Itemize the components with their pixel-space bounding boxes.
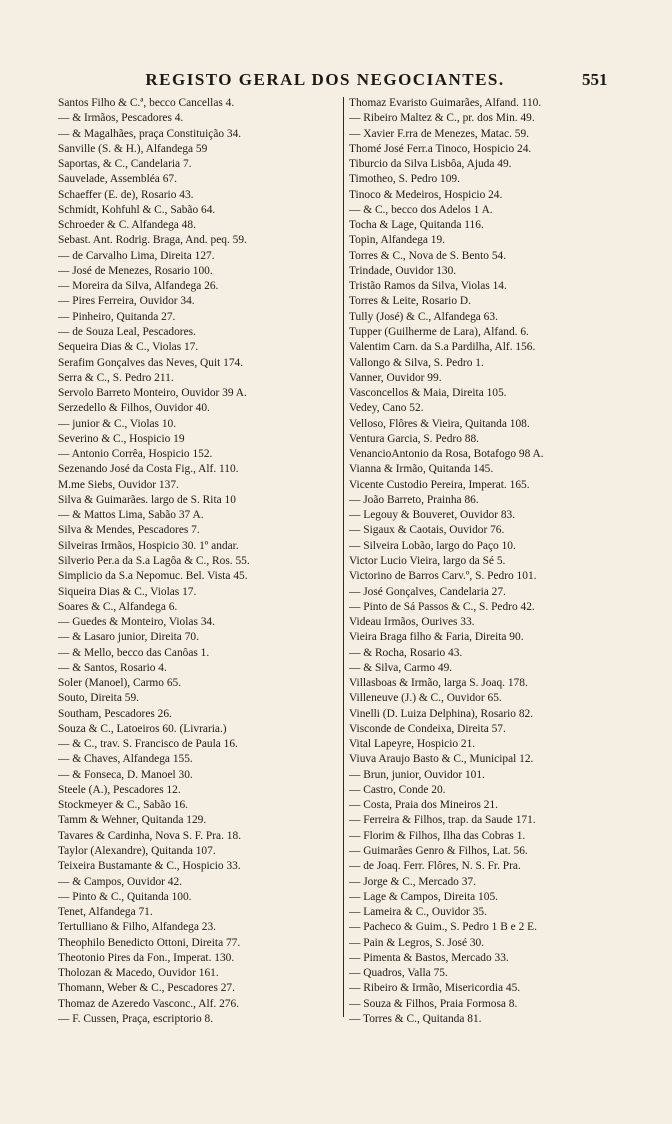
directory-entry: Souto, Direita 59. [58,692,139,705]
directory-entry: Serra & C., S. Pedro 211. [58,371,174,384]
directory-entry: Vallongo & Silva, S. Pedro 1. [349,356,484,369]
directory-entry: Timotheo, S. Pedro 109. [349,173,460,186]
directory-entry: — de Souza Leal, Pescadores. [58,325,196,338]
directory-entry: Soares & C., Alfandega 6. [58,600,178,613]
directory-entry: — & Mello, becco das Canôas 1. [58,646,210,659]
directory-entry: Thomaz Evaristo Guimarães, Alfand. 110. [349,97,542,109]
directory-entry: — Lage & Campos, Direita 105. [349,890,498,903]
page-number: 551 [582,70,608,89]
directory-entry: Silveiras Irmãos, Hospicio 30. 1º andar. [58,539,239,552]
directory-entry: Simplicio da S.a Nepomuc. Bel. Vista 45. [58,570,248,583]
directory-entry: — Pires Ferreira, Ouvidor 34. [58,295,195,308]
directory-entry: — Guimarães Genro & Filhos, Lat. 56. [349,845,528,858]
directory-entry: Tupper (Guilherme de Lara), Alfand. 6. [349,325,529,338]
directory-entry: Soler (Manoel), Carmo 65. [58,677,182,690]
left-column [58,96,348,1027]
directory-entry: Santos Filho & C.ª, becco Cancellas 4. [58,97,235,109]
directory-entry: Ventura Garcia, S. Pedro 88. [349,432,480,445]
directory-entry: Teixeira Bustamante & C., Hospicio 33. [58,860,241,873]
directory-entry: Theophilo Benedicto Ottoni, Direita 77. [58,936,241,949]
directory-entry: Taylor (Alexandre), Quitanda 107. [58,845,216,858]
directory-entry: Viuva Araujo Basto & C., Municipal 12. [349,753,534,766]
directory-entry: — Florim & Filhos, Ilha das Cobras 1. [349,829,526,842]
directory-entry: Torres & Leite, Rosario D. [349,295,471,308]
directory-entry: M.me Siebs, Ouvidor 137. [58,478,179,491]
directory-entry: Velloso, Flôres & Vieira, Quitanda 108. [349,417,530,430]
directory-entry: — Pinto de Sá Passos & C., S. Pedro 42. [349,600,535,613]
directory-entry: Tocha & Lage, Quitanda 116. [349,219,484,232]
directory-entry: — & Mattos Lima, Sabão 37 A. [58,509,204,522]
directory-entry: Saportas, & C., Candelaria 7. [58,158,192,171]
directory-entry: Vinelli (D. Luiza Delphina), Rosario 82. [349,707,534,720]
directory-entry: — Ferreira & Filhos, trap. da Saude 171. [349,814,536,827]
directory-entry: Siqueira Dias & C., Violas 17. [58,585,197,598]
directory-entry: — Costa, Praia dos Mineiros 21. [349,799,499,812]
directory-entry: Tholozan & Macedo, Ouvidor 161. [58,967,219,980]
right-column [349,96,639,1027]
directory-entry: Servolo Barreto Monteiro, Ouvidor 39 A. [58,387,247,400]
directory-entry: Schmidt, Kohfuhl & C., Sabão 64. [58,203,216,216]
directory-entry: Tenet, Alfandega 71. [58,906,153,919]
directory-entry: Schroeder & C. Alfandega 48. [58,219,196,232]
directory-entry: Theotonio Pires da Fon., Imperat. 130. [58,951,235,964]
directory-entry: Vianna & Irmão, Quitanda 145. [349,463,494,476]
directory-entry: — & C., trav. S. Francisco de Paula 16. [58,738,238,751]
directory-entry: — Pain & Legros, S. José 30. [349,936,485,949]
directory-entry: Vital Lapeyre, Hospicio 21. [349,738,476,751]
directory-entry: — Castro, Conde 20. [349,783,446,796]
directory-entry: — Ribeiro Maltez & C., pr. dos Min. 49. [349,112,535,125]
directory-entry: — Pacheco & Guim., S. Pedro 1 B e 2 E. [349,921,537,934]
directory-entry: — Torres & C., Quitanda 81. [349,1012,482,1025]
directory-entry: Sanville (S. & H.), Alfandega 59 [58,142,208,155]
directory-entry: Victorino de Barros Carv.º, S. Pedro 101. [349,570,537,583]
directory-entry: — F. Cussen, Praça, escriptorio 8. [58,1012,214,1025]
directory-entry: — & C., becco dos Adelos 1 A. [349,203,493,216]
directory-entry: Tiburcio da Silva Lisbôa, Ajuda 49. [349,158,512,171]
directory-entry: Torres & C., Nova de S. Bento 54. [349,249,507,262]
directory-entry: — Ribeiro & Irmão, Misericordia 45. [349,982,521,995]
directory-entry: Tinoco & Medeiros, Hospicio 24. [349,188,503,201]
directory-entry: Visconde de Condeixa, Direita 57. [349,722,506,735]
directory-entry: — & Magalhães, praça Constituição 34. [58,127,242,140]
directory-entry: — Guedes & Monteiro, Violas 34. [58,616,215,629]
directory-entry: — & Silva, Carmo 49. [349,661,453,674]
directory-entry: — & Lasaro junior, Direita 70. [58,631,199,644]
directory-entry: Thomaz de Azeredo Vasconc., Alf. 276. [58,997,240,1010]
directory-entry: Tavares & Cardinha, Nova S. F. Pra. 18. [58,829,242,842]
directory-entry: Vieira Braga filho & Faria, Direita 90. [349,631,524,644]
directory-entry: — junior & C., Violas 10. [58,417,177,430]
directory-entry: — Jorge & C., Mercado 37. [349,875,476,888]
directory-entry: Vasconcellos & Maia, Direita 105. [349,387,507,400]
directory-entry: Sequeira Dias & C., Violas 17. [58,341,199,354]
directory-entry: VenancioAntonio da Rosa, Botafogo 98 A. [349,448,544,461]
directory-entry: — Lameira & C., Ouvidor 35. [349,906,487,919]
directory-entry: Serafim Gonçalves das Neves, Quit 174. [58,356,244,369]
directory-entry: Tully (José) & C., Alfandega 63. [349,310,498,323]
directory-entry: — de Joaq. Ferr. Flôres, N. S. Fr. Pra. [349,860,521,873]
directory-entry: Vanner, Ouvidor 99. [349,371,442,384]
directory-entry: — João Barreto, Prainha 86. [349,493,479,506]
directory-entry: — José Gonçalves, Candelaria 27. [349,585,506,598]
directory-entry: — Moreira da Silva, Alfandega 26. [58,280,219,293]
directory-entry: — Sigaux & Caotais, Ouvidor 76. [349,524,505,537]
directory-entry: Sauvelade, Assembléa 67. [58,173,177,186]
directory-entry: — & Chaves, Alfandega 155. [58,753,193,766]
directory-entry: Videau Irmãos, Ourives 33. [349,616,475,629]
directory-entry: Silverio Per.a da S.a Lagôa & C., Ros. 55. [58,554,250,567]
directory-entry: Topin, Alfandega 19. [349,234,446,247]
directory-entry: — José de Menezes, Rosario 100. [58,264,213,277]
directory-entry: Tertulliano & Filho, Alfandega 23. [58,921,217,934]
directory-entry: — & Fonseca, D. Manoel 30. [58,768,193,781]
directory-entry: — & Irmãos, Pescadores 4. [58,112,184,125]
directory-entry: Silva & Mendes, Pescadores 7. [58,524,200,537]
directory-entry: — Xavier F.rra de Menezes, Matac. 59. [349,127,530,140]
directory-entry: Severino & C., Hospicio 19 [58,432,185,445]
directory-entry: — de Carvalho Lima, Direita 127. [58,249,215,262]
directory-entry: Tristão Ramos da Silva, Violas 14. [349,280,507,293]
directory-entry: Vedey, Cano 52. [349,402,424,415]
directory-entry: — Antonio Corrêa, Hospicio 152. [58,448,213,461]
directory-entry: — & Santos, Rosario 4. [58,661,167,674]
directory-entry: Sezenando José da Costa Fig., Alf. 110. [58,463,239,476]
directory-entry: Trindade, Ouvidor 130. [349,264,457,277]
directory-entry: — Legouy & Bouveret, Ouvidor 83. [349,509,516,522]
directory-entry: Villeneuve (J.) & C., Ouvidor 65. [349,692,502,705]
directory-entry: Villasboas & Irmão, larga S. Joaq. 178. [349,677,528,690]
directory-entry: — Souza & Filhos, Praia Formosa 8. [349,997,518,1010]
directory-entry: Stockmeyer & C., Sabão 16. [58,799,189,812]
directory-entry: Tamm & Wehner, Quitanda 129. [58,814,207,827]
directory-entry: Victor Lucio Vieira, largo da Sé 5. [349,554,506,567]
directory-entry: — Pinto & C., Quitanda 100. [58,890,192,903]
directory-entry: Serzedello & Filhos, Ouvidor 40. [58,402,210,415]
directory-entry: — Quadros, Valla 75. [349,967,448,980]
directory-entry: — Brun, junior, Ouvidor 101. [349,768,485,781]
directory-entry: — Pinheiro, Quitanda 27. [58,310,176,323]
directory-entry: Silva & Guimarães. largo de S. Rita 10 [58,493,236,506]
directory-entry: Steele (A.), Pescadores 12. [58,783,181,796]
directory-entry: — & Campos, Ouvidor 42. [58,875,183,888]
column-divider [343,97,344,1017]
running-head: REGISTO GERAL DOS NEGOCIANTES. [145,70,505,89]
directory-entry: Souza & C., Latoeiros 60. (Livraria.) [58,722,227,735]
directory-entry: Valentim Carn. da S.a Pardilha, Alf. 156. [349,341,536,354]
directory-entry: — Pimenta & Bastos, Mercado 33. [349,951,509,964]
directory-entry: Southam, Pescadores 26. [58,707,172,720]
directory-entry: Thomann, Weber & C., Pescadores 27. [58,982,235,995]
directory-entry: — & Rocha, Rosario 43. [349,646,463,659]
directory-entry: Vicente Custodio Pereira, Imperat. 165. [349,478,530,491]
directory-entry: Sebast. Ant. Rodrig. Braga, And. peq. 59. [58,234,247,247]
directory-entry: Schaeffer (E. de), Rosario 43. [58,188,194,201]
directory-entry: — Silveira Lobão, largo do Paço 10. [349,539,516,552]
directory-entry: Thomé José Ferr.a Tinoco, Hospicio 24. [349,142,532,155]
